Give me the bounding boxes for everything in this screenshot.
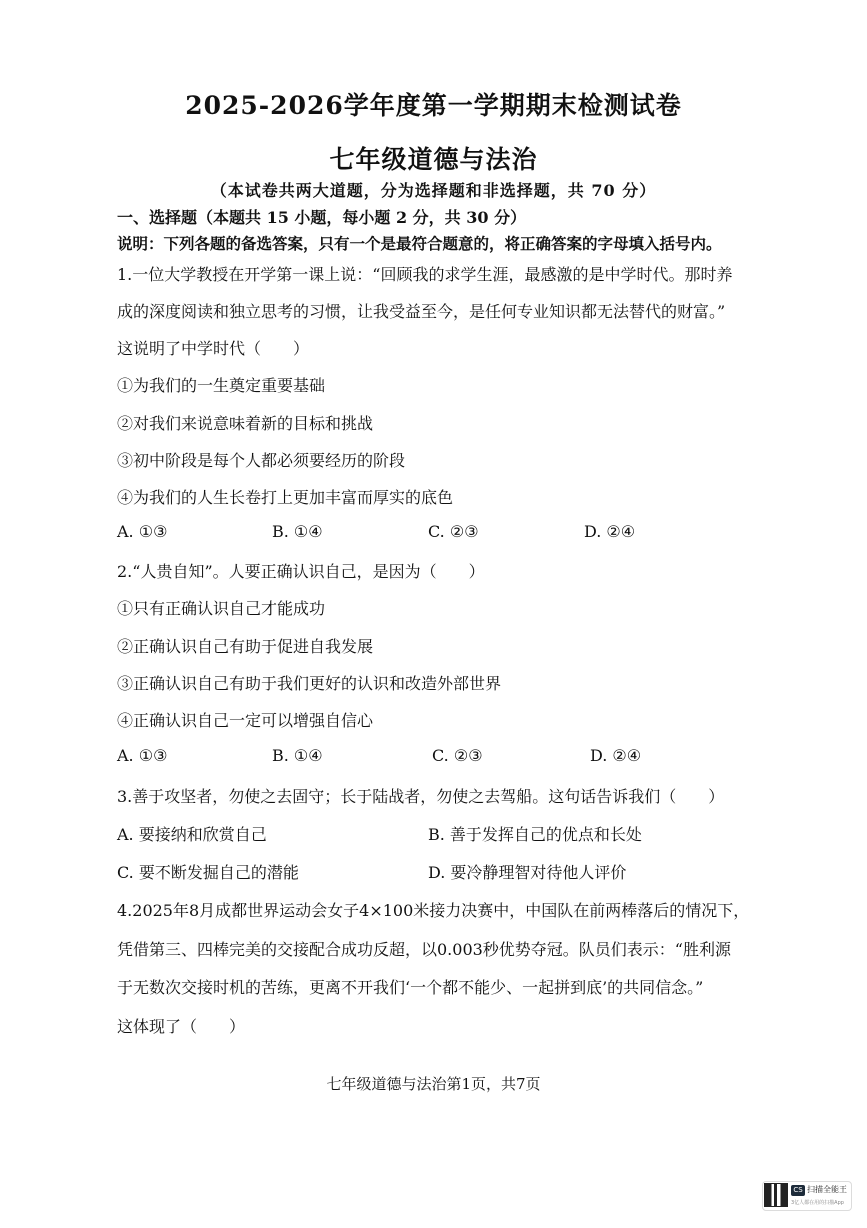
page-footer: 七年级道德与法治第1页，共7页 <box>326 1075 541 1093</box>
watermark-tagline: 3亿人都在用的扫描App <box>791 1200 844 1206</box>
q4-stem-line-4: 这体现了（ ） <box>117 1017 246 1036</box>
q2-option-d: D. ②④ <box>590 746 642 765</box>
q1-option-a: A. ①③ <box>117 522 168 541</box>
q2-item-1: ①只有正确认识自己才能成功 <box>117 599 326 618</box>
q4-stem-line-3: 于无数次交接时机的苦练，更离不开我们‘一个都不能少、一起拼到底’的共同信念。” <box>117 978 704 997</box>
q1-stem-line-3: 这说明了中学时代（ ） <box>117 339 310 358</box>
cs-logo-icon: CS <box>791 1185 805 1196</box>
scanner-watermark <box>762 1181 852 1211</box>
q3-option-a: A. 要接纳和欣赏自己 <box>117 825 267 844</box>
watermark-app-name: 扫描全能王 <box>807 1185 847 1194</box>
q1-option-c: C. ②③ <box>428 522 479 541</box>
subject-title: 七年级道德与法治 <box>329 145 538 174</box>
q1-item-4: ④为我们的人生长卷打上更加丰富而厚实的底色 <box>117 488 454 507</box>
q1-item-2: ②对我们来说意味着新的目标和挑战 <box>117 414 374 433</box>
q1-item-3: ③初中阶段是每个人都必须要经历的阶段 <box>117 451 406 470</box>
q3-option-b: B. 善于发挥自己的优点和长处 <box>428 825 642 844</box>
q1-stem-line-1: 1.一位大学教授在开学第一课上说：“回顾我的求学生涯，最感激的是中学时代。那时养 <box>117 265 733 284</box>
q1-option-d: D. ②④ <box>584 522 636 541</box>
q4-stem-line-2: 凭借第三、四棒完美的交接配合成功反超，以0.003秒优势夺冠。队员们表示：“胜利源 <box>117 940 731 959</box>
q1-stem-line-2: 成的深度阅读和独立思考的习惯，让我受益至今，是任何专业知识都无法替代的财富。” <box>117 302 726 321</box>
q2-stem-line-1: 2.“人贵自知”。人要正确认识自己，是因为（ ） <box>117 562 485 581</box>
q2-option-b: B. ①④ <box>272 746 323 765</box>
q4-stem-line-1: 4.2025年8月成都世界运动会女子4×100米接力决赛中，中国队在前两棒落后的情况下， <box>117 901 750 920</box>
q3-stem-line-1: 3.善于攻坚者，勿使之去固守；长于陆战者，勿使之去驾船。这句话告诉我们（ ） <box>117 787 725 806</box>
q1-option-b: B. ①④ <box>272 522 323 541</box>
q3-option-c: C. 要不断发掘自己的潜能 <box>117 863 299 882</box>
section-note: 说明：下列各题的备选答案，只有一个是最符合题意的，将正确答案的字母填入括号内。 <box>117 234 722 253</box>
q2-item-3: ③正确认识自己有助于我们更好的认识和改造外部世界 <box>117 674 502 693</box>
qr-code-icon <box>765 1184 787 1206</box>
q1-item-1: ①为我们的一生奠定重要基础 <box>117 376 326 395</box>
q2-item-4: ④正确认识自己一定可以增强自信心 <box>117 711 374 730</box>
exam-title: 2025-2026学年度第一学期期末检测试卷 <box>185 91 682 120</box>
q2-item-2: ②正确认识自己有助于促进自我发展 <box>117 637 374 656</box>
q3-option-d: D. 要冷静理智对待他人评价 <box>428 863 627 882</box>
q2-option-c: C. ②③ <box>432 746 483 765</box>
exam-instruction: （本试卷共两大道题，分为选择题和非选择题，共 70 分） <box>210 181 657 200</box>
q2-option-a: A. ①③ <box>117 746 168 765</box>
section-heading: 一、选择题（本题共 15 小题，每小题 2 分，共 30 分） <box>117 208 527 227</box>
